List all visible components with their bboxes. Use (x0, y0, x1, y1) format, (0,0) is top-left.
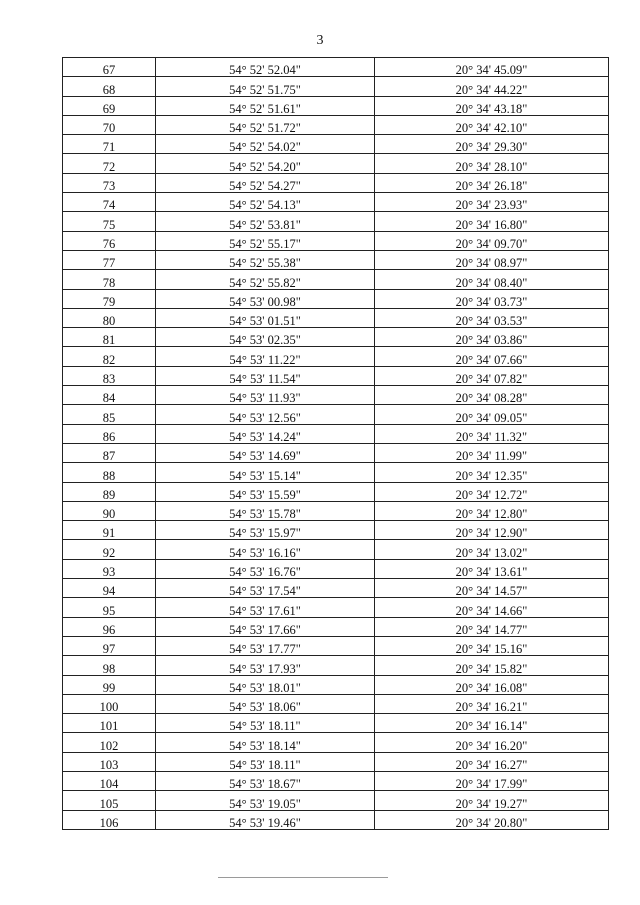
longitude-cell (375, 135, 609, 154)
point-number-cell (63, 386, 156, 405)
longitude-cell-text: 20° 34' 16.27" (455, 757, 528, 772)
point-number-cell (63, 424, 156, 443)
longitude-cell (375, 231, 609, 250)
latitude-cell (156, 347, 375, 366)
longitude-cell-text: 20° 34' 03.73" (455, 294, 528, 309)
point-number-cell-text: 67 (102, 63, 116, 77)
point-number-cell (63, 752, 156, 771)
point-number-cell (63, 154, 156, 173)
table-row (63, 366, 609, 385)
table-row (63, 328, 609, 347)
longitude-cell (375, 308, 609, 327)
latitude-cell-text: 54° 53' 17.61" (229, 603, 301, 618)
longitude-cell (375, 173, 609, 192)
longitude-cell-text: 20° 34' 12.90" (455, 526, 528, 540)
longitude-cell (375, 675, 609, 694)
latitude-cell-text: 54° 53' 00.98" (229, 294, 301, 309)
point-number-cell-text: 82 (102, 352, 116, 367)
table-row (63, 424, 609, 443)
longitude-cell (375, 771, 609, 790)
point-number-cell (63, 289, 156, 308)
table-row (63, 540, 609, 559)
longitude-cell (375, 559, 609, 578)
latitude-cell (156, 598, 375, 617)
longitude-cell-text: 20° 34' 15.82" (455, 661, 528, 675)
longitude-cell-text: 20° 34' 16.20" (455, 738, 528, 753)
latitude-cell (156, 714, 375, 733)
table-row (63, 501, 609, 520)
latitude-cell (156, 791, 375, 810)
latitude-cell (156, 154, 375, 173)
latitude-cell (156, 115, 375, 134)
latitude-cell-text: 54° 52' 55.82" (229, 275, 301, 290)
point-number-cell-text: 85 (102, 410, 116, 425)
latitude-cell-text: 54° 53' 17.54" (229, 584, 301, 598)
latitude-cell-text: 54° 52' 54.20" (229, 159, 301, 174)
latitude-cell (156, 443, 375, 462)
point-number-cell-text: 90 (102, 507, 116, 521)
latitude-cell-text: 54° 53' 15.14" (229, 468, 301, 483)
latitude-cell-text: 54° 52' 51.61" (229, 101, 301, 116)
latitude-cell-text: 54° 53' 16.16" (229, 545, 301, 560)
point-number-cell-text: 68 (102, 82, 116, 97)
longitude-cell (375, 96, 609, 115)
latitude-cell (156, 810, 375, 829)
latitude-cell (156, 308, 375, 327)
longitude-cell-text: 20° 34' 12.72" (455, 487, 528, 502)
latitude-cell-text: 54° 53' 18.11" (229, 757, 301, 772)
longitude-cell (375, 115, 609, 134)
page-number: 3 (316, 33, 324, 48)
latitude-cell-text: 54° 53' 11.54" (229, 372, 301, 386)
point-number-cell (63, 328, 156, 347)
latitude-cell (156, 424, 375, 443)
table-row (63, 443, 609, 462)
latitude-cell-text: 54° 53' 17.93" (229, 661, 301, 675)
longitude-cell-text: 20° 34' 13.02" (455, 545, 528, 560)
point-number-cell (63, 270, 156, 289)
longitude-cell-text: 20° 34' 26.18" (455, 179, 528, 193)
latitude-cell (156, 771, 375, 790)
longitude-cell (375, 656, 609, 675)
latitude-cell-text: 54° 52' 54.13" (229, 198, 301, 212)
table-row (63, 270, 609, 289)
longitude-cell (375, 636, 609, 655)
longitude-cell (375, 791, 609, 810)
longitude-cell (375, 463, 609, 482)
table-row (63, 193, 609, 212)
longitude-cell (375, 810, 609, 829)
longitude-cell (375, 386, 609, 405)
latitude-cell (156, 463, 375, 482)
longitude-cell (375, 694, 609, 713)
point-number-cell-text: 89 (102, 487, 116, 502)
longitude-cell (375, 212, 609, 231)
point-number-cell-text: 103 (99, 757, 119, 772)
longitude-cell (375, 154, 609, 173)
point-number-cell (63, 540, 156, 559)
latitude-cell-text: 54° 53' 14.69" (229, 449, 301, 463)
latitude-cell (156, 501, 375, 520)
longitude-cell (375, 501, 609, 520)
latitude-cell-text: 54° 52' 51.72" (229, 121, 301, 135)
latitude-cell (156, 540, 375, 559)
point-number-cell (63, 212, 156, 231)
longitude-cell (375, 733, 609, 752)
longitude-cell-text: 20° 34' 23.93" (455, 198, 528, 212)
point-number-cell-text: 100 (99, 700, 119, 714)
latitude-cell-text: 54° 53' 17.66" (229, 622, 301, 637)
latitude-cell-text: 54° 53' 15.78" (229, 507, 301, 521)
table-row (63, 771, 609, 790)
latitude-cell (156, 250, 375, 269)
point-number-cell (63, 636, 156, 655)
latitude-cell-text: 54° 53' 11.93" (229, 391, 301, 405)
longitude-cell-text: 20° 34' 14.57" (455, 584, 528, 598)
point-number-cell (63, 347, 156, 366)
point-number-cell (63, 250, 156, 269)
point-number-cell (63, 501, 156, 520)
point-number-cell-text: 102 (99, 738, 119, 753)
longitude-cell (375, 77, 609, 96)
latitude-cell (156, 135, 375, 154)
table-row (63, 636, 609, 655)
longitude-cell-text: 20° 34' 07.66" (455, 352, 528, 367)
point-number-cell (63, 694, 156, 713)
longitude-cell-text: 20° 34' 44.22" (455, 82, 528, 97)
table-row (63, 135, 609, 154)
longitude-cell-text: 20° 34' 15.16" (455, 642, 528, 656)
table-row (63, 308, 609, 327)
table-row (63, 154, 609, 173)
point-number-cell (63, 135, 156, 154)
latitude-cell (156, 559, 375, 578)
point-number-cell (63, 810, 156, 829)
point-number-cell (63, 791, 156, 810)
point-number-cell (63, 771, 156, 790)
latitude-cell-text: 54° 53' 01.51" (229, 314, 301, 328)
point-number-cell (63, 443, 156, 462)
latitude-cell (156, 694, 375, 713)
table-row (63, 115, 609, 134)
coordinates-table-body (63, 58, 609, 830)
table-row (63, 212, 609, 231)
longitude-cell-text: 20° 34' 12.80" (455, 507, 528, 521)
table-row (63, 250, 609, 269)
longitude-cell-text: 20° 34' 03.53" (455, 314, 528, 328)
latitude-cell (156, 96, 375, 115)
point-number-cell (63, 96, 156, 115)
longitude-cell (375, 366, 609, 385)
point-number-cell (63, 58, 156, 77)
latitude-cell-text: 54° 52' 54.27" (229, 179, 301, 193)
longitude-cell (375, 424, 609, 443)
latitude-cell-text: 54° 53' 18.14" (229, 738, 301, 753)
latitude-cell (156, 270, 375, 289)
latitude-cell (156, 289, 375, 308)
point-number-cell-text: 106 (99, 815, 119, 830)
point-number-cell (63, 463, 156, 482)
longitude-cell (375, 270, 609, 289)
point-number-cell (63, 482, 156, 501)
point-number-cell-text: 93 (102, 565, 116, 579)
latitude-cell (156, 636, 375, 655)
latitude-cell-text: 54° 53' 12.56" (229, 410, 301, 425)
point-number-cell-text: 104 (99, 777, 119, 791)
longitude-cell (375, 714, 609, 733)
table-row (63, 579, 609, 598)
point-number-cell (63, 366, 156, 385)
latitude-cell-text: 54° 52' 55.38" (229, 256, 301, 270)
table-row (63, 694, 609, 713)
table-row (63, 714, 609, 733)
longitude-cell (375, 289, 609, 308)
latitude-cell (156, 173, 375, 192)
point-number-cell-text: 71 (102, 140, 116, 154)
latitude-cell-text: 54° 52' 54.02" (229, 140, 301, 154)
point-number-cell-text: 72 (102, 159, 116, 174)
longitude-cell-text: 20° 34' 43.18" (455, 101, 528, 116)
longitude-cell-text: 20° 34' 42.10" (455, 121, 528, 135)
latitude-cell (156, 77, 375, 96)
longitude-cell (375, 482, 609, 501)
point-number-cell-text: 101 (99, 719, 119, 733)
point-number-cell (63, 405, 156, 424)
longitude-cell (375, 328, 609, 347)
bottom-divider (218, 877, 388, 878)
longitude-cell-text: 20° 34' 14.77" (455, 622, 528, 637)
point-number-cell (63, 714, 156, 733)
table-row (63, 810, 609, 829)
latitude-cell-text: 54° 53' 15.59" (229, 487, 301, 502)
longitude-cell-text: 20° 34' 09.05" (455, 410, 528, 425)
coordinates-table (62, 57, 609, 830)
table-row (63, 482, 609, 501)
latitude-cell-text: 54° 52' 51.75" (229, 82, 301, 97)
point-number-cell (63, 521, 156, 540)
table-row (63, 77, 609, 96)
table-row (63, 58, 609, 77)
point-number-cell (63, 617, 156, 636)
latitude-cell (156, 482, 375, 501)
point-number-cell (63, 733, 156, 752)
latitude-cell-text: 54° 53' 02.35" (229, 333, 301, 347)
table-row (63, 791, 609, 810)
longitude-cell (375, 579, 609, 598)
point-number-cell-text: 86 (102, 429, 116, 444)
table-row (63, 656, 609, 675)
longitude-cell-text: 20° 34' 08.28" (455, 391, 528, 405)
point-number-cell-text: 84 (102, 391, 116, 405)
longitude-cell (375, 443, 609, 462)
longitude-cell-text: 20° 34' 12.35" (455, 468, 528, 483)
latitude-cell-text: 54° 53' 11.22" (229, 352, 301, 367)
longitude-cell-text: 20° 34' 14.66" (455, 603, 528, 618)
latitude-cell (156, 328, 375, 347)
latitude-cell (156, 752, 375, 771)
latitude-cell-text: 54° 53' 16.76" (229, 565, 301, 579)
latitude-cell-text: 54° 53' 14.24" (229, 429, 301, 444)
longitude-cell-text: 20° 34' 11.99" (455, 449, 528, 463)
longitude-cell (375, 540, 609, 559)
latitude-cell-text: 54° 53' 18.67" (229, 777, 301, 791)
longitude-cell (375, 58, 609, 77)
latitude-cell-text: 54° 53' 18.11" (229, 719, 301, 733)
point-number-cell (63, 231, 156, 250)
longitude-cell (375, 752, 609, 771)
latitude-cell (156, 656, 375, 675)
point-number-cell-text: 74 (102, 198, 116, 212)
latitude-cell-text: 54° 52' 53.81" (229, 217, 301, 232)
longitude-cell (375, 193, 609, 212)
longitude-cell-text: 20° 34' 08.40" (455, 275, 528, 290)
point-number-cell-text: 87 (102, 449, 116, 463)
latitude-cell (156, 231, 375, 250)
point-number-cell-text: 79 (102, 294, 116, 309)
longitude-cell (375, 598, 609, 617)
point-number-cell (63, 598, 156, 617)
table-row (63, 405, 609, 424)
point-number-cell-text: 105 (99, 796, 119, 811)
table-row (63, 675, 609, 694)
table-row (63, 559, 609, 578)
point-number-cell-text: 81 (102, 333, 116, 347)
longitude-cell-text: 20° 34' 11.32" (455, 429, 528, 444)
point-number-cell-text: 80 (102, 314, 116, 328)
longitude-cell-text: 20° 34' 13.61" (455, 565, 528, 579)
latitude-cell (156, 521, 375, 540)
table-row (63, 173, 609, 192)
point-number-cell (63, 579, 156, 598)
longitude-cell-text: 20° 34' 16.21" (455, 700, 528, 714)
point-number-cell (63, 173, 156, 192)
longitude-cell-text: 20° 34' 20.80" (455, 815, 528, 830)
point-number-cell-text: 92 (102, 545, 116, 560)
longitude-cell-text: 20° 34' 17.99" (455, 777, 528, 791)
point-number-cell-text: 77 (102, 256, 116, 270)
longitude-cell (375, 250, 609, 269)
longitude-cell-text: 20° 34' 45.09" (455, 63, 528, 77)
longitude-cell-text: 20° 34' 28.10" (455, 159, 528, 174)
latitude-cell (156, 405, 375, 424)
latitude-cell (156, 212, 375, 231)
latitude-cell-text: 54° 53' 18.06" (229, 700, 301, 714)
point-number-cell-text: 70 (102, 121, 116, 135)
table-row (63, 463, 609, 482)
latitude-cell-text: 54° 53' 18.01" (229, 680, 301, 695)
point-number-cell-text: 99 (102, 680, 116, 695)
table-row (63, 231, 609, 250)
table-row (63, 386, 609, 405)
point-number-cell-text: 95 (102, 603, 116, 618)
point-number-cell-text: 96 (102, 622, 116, 637)
table-row (63, 598, 609, 617)
point-number-cell-text: 94 (102, 584, 116, 598)
point-number-cell-text: 73 (102, 179, 116, 193)
longitude-cell (375, 347, 609, 366)
latitude-cell (156, 366, 375, 385)
latitude-cell-text: 54° 52' 52.04" (229, 63, 301, 77)
table-row (63, 289, 609, 308)
point-number-cell (63, 656, 156, 675)
latitude-cell-text: 54° 53' 15.97" (229, 526, 301, 540)
latitude-cell (156, 193, 375, 212)
longitude-cell-text: 20° 34' 16.80" (455, 217, 528, 232)
point-number-cell (63, 308, 156, 327)
latitude-cell (156, 58, 375, 77)
latitude-cell-text: 54° 53' 17.77" (229, 642, 301, 656)
table-row (63, 521, 609, 540)
latitude-cell (156, 675, 375, 694)
longitude-cell-text: 20° 34' 03.86" (455, 333, 528, 347)
point-number-cell (63, 559, 156, 578)
point-number-cell-text: 75 (102, 217, 116, 232)
latitude-cell (156, 617, 375, 636)
point-number-cell-text: 78 (102, 275, 116, 290)
point-number-cell-text: 83 (102, 372, 116, 386)
point-number-cell-text: 76 (102, 236, 116, 251)
longitude-cell-text: 20° 34' 16.14" (455, 719, 528, 733)
latitude-cell (156, 386, 375, 405)
point-number-cell-text: 91 (102, 526, 116, 540)
latitude-cell (156, 733, 375, 752)
table-row (63, 752, 609, 771)
table-row (63, 617, 609, 636)
point-number-cell-text: 69 (102, 101, 116, 116)
longitude-cell-text: 20° 34' 07.82" (455, 372, 528, 386)
latitude-cell-text: 54° 53' 19.46" (229, 815, 301, 830)
latitude-cell (156, 579, 375, 598)
longitude-cell-text: 20° 34' 09.70" (455, 236, 528, 251)
point-number-cell-text: 88 (102, 468, 116, 483)
point-number-cell (63, 77, 156, 96)
longitude-cell-text: 20° 34' 29.30" (455, 140, 528, 154)
latitude-cell-text: 54° 53' 19.05" (229, 796, 301, 811)
point-number-cell-text: 97 (102, 642, 116, 656)
point-number-cell (63, 675, 156, 694)
table-row (63, 96, 609, 115)
table-row (63, 733, 609, 752)
latitude-cell-text: 54° 52' 55.17" (229, 236, 301, 251)
longitude-cell (375, 521, 609, 540)
longitude-cell (375, 405, 609, 424)
longitude-cell-text: 20° 34' 19.27" (455, 796, 528, 811)
point-number-cell (63, 193, 156, 212)
point-number-cell-text: 98 (102, 661, 116, 675)
longitude-cell (375, 617, 609, 636)
longitude-cell-text: 20° 34' 08.97" (455, 256, 528, 270)
table-row (63, 347, 609, 366)
point-number-cell (63, 115, 156, 134)
longitude-cell-text: 20° 34' 16.08" (455, 680, 528, 695)
